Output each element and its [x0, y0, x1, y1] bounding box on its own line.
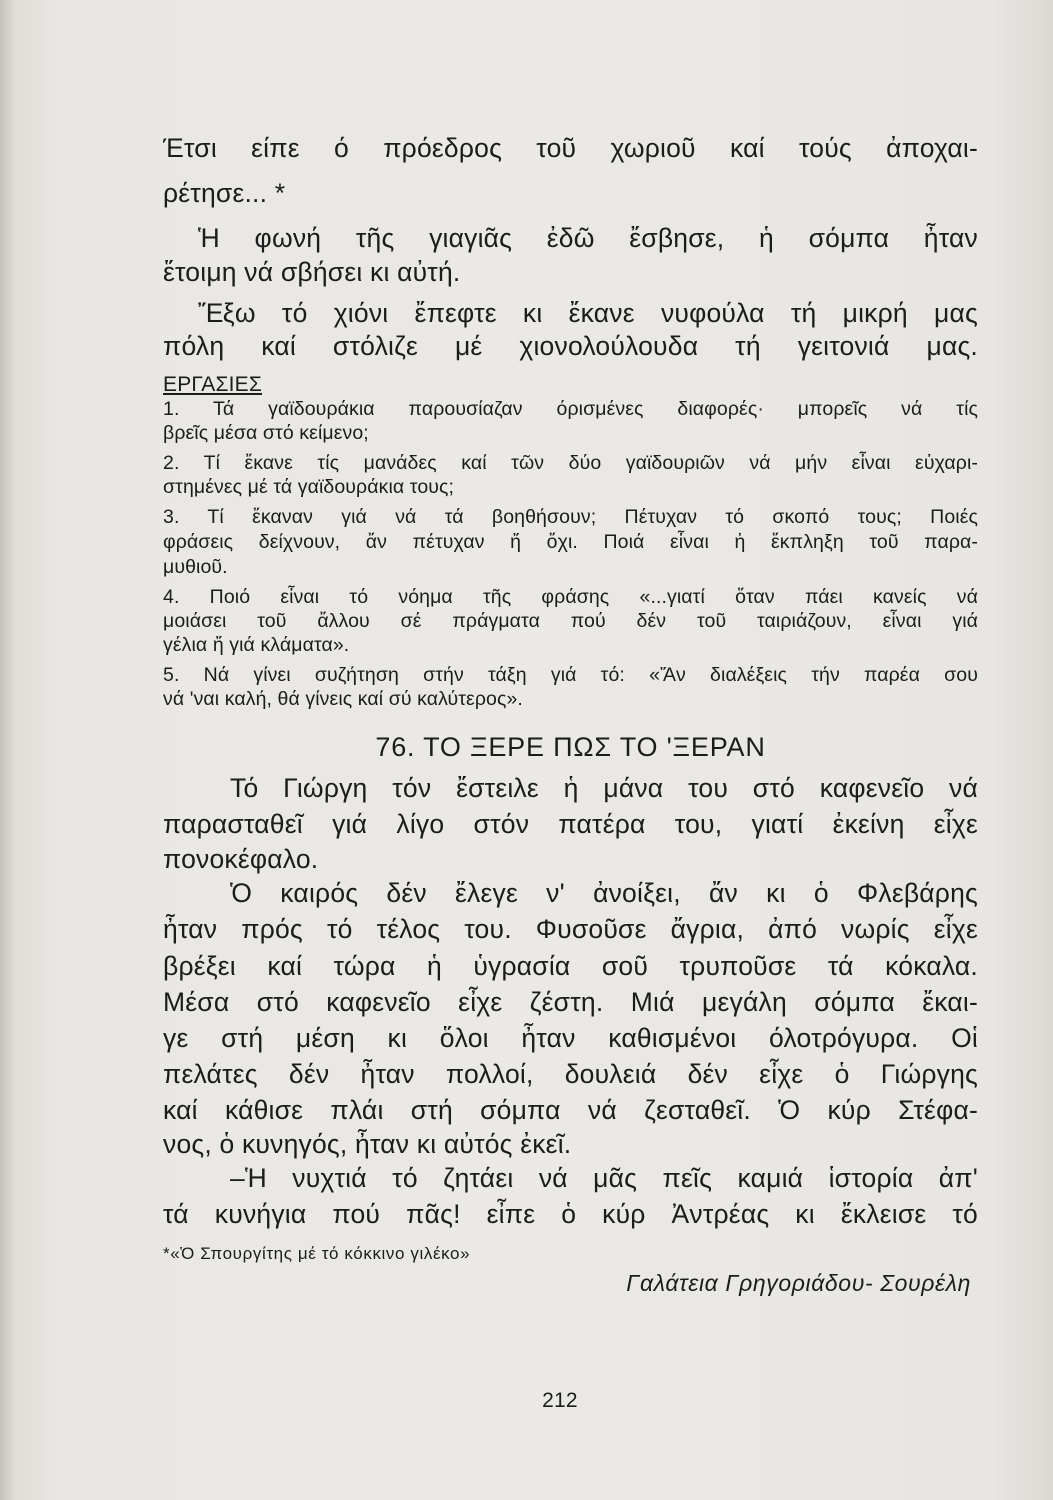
exercise-line: 4. Ποιό εἶναι τό νόημα τῆς φράσης «...γιατί ὅταν πάει κανείς νά — [163, 586, 978, 608]
story-line: –Ἡ νυχτιά τό ζητάει νά μᾶς πεῖς καμιά ἱστορία ἀπ' — [230, 1163, 978, 1193]
story-line: πελάτες δέν ἦταν πολλοί, δουλειά δέν εἶχε ὁ Γιώργης — [163, 1059, 978, 1089]
story-line: Μέσα στό καφενεῖο εἶχε ζέστη. Μιά μεγάλη σόμπα ἔκαι- — [163, 987, 978, 1017]
exercise-line: νά 'ναι καλή, θά γίνεις καί σύ καλύτερος». — [163, 688, 523, 710]
story-line: Ὁ καιρός δέν ἔλεγε ν' ἀνοίξει, ἄν κι ὁ Φλεβάρης — [230, 878, 978, 908]
story-line: γε στή μέση κι ὅλοι ἦταν καθισμένοι όλοτρόγυρα. Οἱ — [163, 1023, 978, 1053]
intro-line: Ἔξω τό χιόνι ἔπεφτε κι ἔκανε νυφούλα τή μικρή μας — [198, 298, 978, 328]
story-line: νος, ὁ κυνηγός, ἦταν κι αὐτός ἐκεῖ. — [163, 1129, 572, 1159]
exercise-line: στημένες μέ τά γαϊδουράκια τους; — [163, 476, 455, 498]
exercise-line: βρεῖς μέσα στό κείμενο; — [163, 422, 369, 444]
exercise-line: 1. Τά γαϊδουράκια παρουσίαζαν όρισμένες διαφορές· μπορεῖς νά τίς — [163, 398, 978, 420]
intro-line: ἕτοιμη νά σβήσει κι αὐτή. — [163, 257, 461, 287]
story-line: ἦταν πρός τό τέλος του. Φυσοῦσε ἄγρια, ἀπό νωρίς εἶχε — [163, 914, 978, 944]
story-line: τά κυνήγια πού πᾶς! εἶπε ὁ κύρ Ἀντρέας κι ἔκλεισε τό — [163, 1199, 978, 1229]
story-line: πονοκέφαλο. — [163, 844, 319, 874]
exercises-title: ΕΡΓΑΣΙΕΣ — [163, 373, 263, 396]
exercise-line: φράσεις δείχνουν, ἄν πέτυχαν ἤ ὄχι. Ποιά εἶναι ἡ ἔκπληξη τοῦ παρα- — [163, 531, 978, 553]
page-number: 212 — [542, 1389, 578, 1412]
intro-line: Ἡ φωνή τῆς γιαγιᾶς ἐδῶ ἔσβησε, ἡ σόμπα ἦταν — [198, 223, 978, 253]
story-line: βρέξει καί τώρα ἡ ὑγρασία σοῦ τρυποῦσε τά κόκαλα. — [163, 951, 978, 981]
page-spine-shadow — [0, 0, 14, 1500]
intro-line: Έτσι είπε ό πρόεδρος τοῦ χωριοῦ καί τούς ἀποχαι- — [163, 133, 978, 163]
story-line: παρασταθεῖ γιά λίγο στόν πατέρα του, γιατί ἐκείνη εἶχε — [163, 809, 978, 839]
exercise-line: μυθιοῦ. — [163, 556, 228, 578]
story-line: Τό Γιώργη τόν ἔστειλε ἡ μάνα του στό καφενεῖο νά — [230, 773, 978, 803]
chapter-heading: 76. ΤΟ ΞΕΡΕ ΠΩΣ ΤΟ 'ΞΕΡΑΝ — [375, 732, 766, 762]
author-signature: Γαλάτεια Γρηγοριάδου- Σουρέλη — [626, 1270, 971, 1296]
exercise-line: 2. Τί ἔκανε τίς μανάδες καί τῶν δύο γαϊδουριῶν νά μήν εἶναι εὐχαρι- — [163, 452, 978, 474]
intro-line: ρέτησε... * — [163, 178, 286, 208]
footnote: *«Ὁ Σπουργίτης μέ τό κόκκινο γιλέκο» — [163, 1244, 471, 1263]
exercise-line: 5. Νά γίνει συζήτηση στήν τάξη γιά τό: «Ἄν διαλέξεις τήν παρέα σου — [163, 664, 978, 686]
story-line: καί κάθισε πλάι στή σόμπα νά ζεσταθεῖ. Ὁ κύρ Στέφα- — [163, 1095, 978, 1125]
intro-line: πόλη καί στόλιζε μέ χιονολούλουδα τή γειτονιά μας. — [163, 331, 978, 361]
exercise-line: μοιάσει τοῦ ἄλλου σέ πράγματα πού δέν τοῦ ταιριάζουν, εἶναι γιά — [163, 610, 978, 632]
exercise-line: 3. Τί ἔκαναν γιά νά τά βοηθήσουν; Πέτυχαν τό σκοπό τους; Ποιές — [163, 506, 978, 528]
exercise-line: γέλια ἤ γιά κλάματα». — [163, 634, 350, 656]
